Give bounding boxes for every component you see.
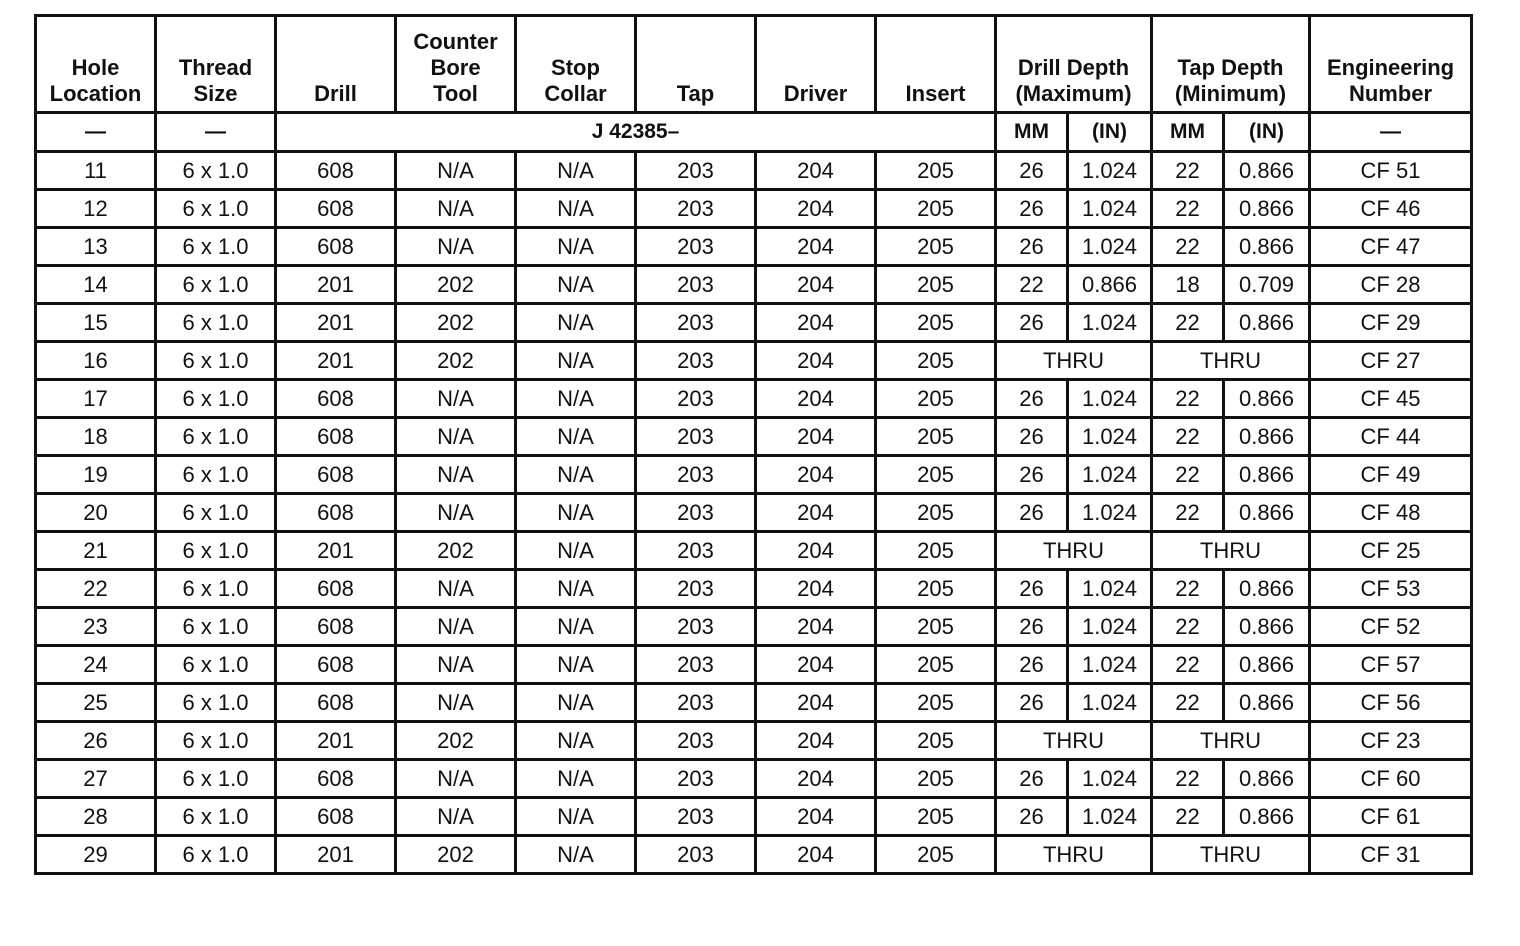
cell-hole-location: 23	[36, 608, 156, 646]
cell-tap: 203	[636, 228, 756, 266]
cell-counter-bore-tool: N/A	[396, 456, 516, 494]
cell-drill-depth-mm: 26	[996, 304, 1068, 342]
cell-drill-depth-thru: THRU	[996, 836, 1152, 874]
cell-drill-depth-mm: 26	[996, 798, 1068, 836]
cell-counter-bore-tool: 202	[396, 342, 516, 380]
cell-counter-bore-tool: N/A	[396, 380, 516, 418]
cell-drill-depth-mm: 26	[996, 380, 1068, 418]
cell-hole-location: 29	[36, 836, 156, 874]
cell-hole-location: 14	[36, 266, 156, 304]
cell-counter-bore-tool: N/A	[396, 570, 516, 608]
cell-drill-depth-mm: 26	[996, 684, 1068, 722]
table-row	[36, 760, 1472, 798]
cell-drill-depth-in: 1.024	[1068, 798, 1152, 836]
table-body	[36, 152, 1472, 874]
cell-tap: 203	[636, 304, 756, 342]
cell-drill: 608	[276, 228, 396, 266]
cell-drill: 608	[276, 456, 396, 494]
cell-thread-size: 6 x 1.0	[156, 380, 276, 418]
cell-hole-location: 19	[36, 456, 156, 494]
cell-tap-depth-mm: 22	[1152, 380, 1224, 418]
cell-engineering-number: CF 53	[1310, 570, 1472, 608]
cell-hole-location: 24	[36, 646, 156, 684]
cell-drill-depth-mm: 26	[996, 646, 1068, 684]
cell-counter-bore-tool: N/A	[396, 684, 516, 722]
cell-drill-depth-in: 1.024	[1068, 684, 1152, 722]
subheader-thread-dash: —	[156, 113, 276, 152]
cell-stop-collar: N/A	[516, 228, 636, 266]
cell-tap-depth-in: 0.866	[1224, 646, 1310, 684]
header-counter-bore-tool: Counter Bore Tool	[396, 16, 516, 113]
cell-engineering-number: CF 51	[1310, 152, 1472, 190]
cell-drill-depth-mm: 26	[996, 190, 1068, 228]
subheader-engineering-dash: —	[1310, 113, 1472, 152]
cell-drill-depth-in: 1.024	[1068, 152, 1152, 190]
subheader-row	[36, 113, 1472, 152]
cell-insert: 205	[876, 532, 996, 570]
cell-engineering-number: CF 47	[1310, 228, 1472, 266]
cell-thread-size: 6 x 1.0	[156, 456, 276, 494]
cell-insert: 205	[876, 418, 996, 456]
cell-tap-depth-mm: 22	[1152, 152, 1224, 190]
cell-tap: 203	[636, 532, 756, 570]
table-row	[36, 494, 1472, 532]
cell-tap: 203	[636, 760, 756, 798]
cell-tap-depth-in: 0.709	[1224, 266, 1310, 304]
cell-tap-depth-in: 0.866	[1224, 304, 1310, 342]
cell-drill: 608	[276, 684, 396, 722]
cell-insert: 205	[876, 380, 996, 418]
cell-hole-location: 15	[36, 304, 156, 342]
cell-tap-depth-thru: THRU	[1152, 342, 1310, 380]
cell-drill-depth-mm: 26	[996, 494, 1068, 532]
cell-tap-depth-thru: THRU	[1152, 722, 1310, 760]
cell-tap: 203	[636, 608, 756, 646]
header-row	[36, 16, 1472, 113]
cell-counter-bore-tool: 202	[396, 722, 516, 760]
tool-spec-table	[34, 14, 1473, 875]
cell-drill-depth-in: 1.024	[1068, 228, 1152, 266]
cell-tap: 203	[636, 342, 756, 380]
cell-thread-size: 6 x 1.0	[156, 152, 276, 190]
cell-drill: 201	[276, 266, 396, 304]
cell-thread-size: 6 x 1.0	[156, 836, 276, 874]
subheader-drill-in: (IN)	[1068, 113, 1152, 152]
cell-tap-depth-in: 0.866	[1224, 760, 1310, 798]
table-row	[36, 684, 1472, 722]
cell-drill-depth-in: 1.024	[1068, 646, 1152, 684]
cell-thread-size: 6 x 1.0	[156, 418, 276, 456]
cell-thread-size: 6 x 1.0	[156, 760, 276, 798]
cell-tap: 203	[636, 152, 756, 190]
cell-tap: 203	[636, 798, 756, 836]
cell-drill-depth-in: 1.024	[1068, 304, 1152, 342]
cell-tap-depth-mm: 22	[1152, 418, 1224, 456]
table-row	[36, 570, 1472, 608]
cell-tap: 203	[636, 722, 756, 760]
cell-drill: 201	[276, 532, 396, 570]
cell-drill-depth-in: 1.024	[1068, 494, 1152, 532]
cell-tap-depth-in: 0.866	[1224, 494, 1310, 532]
table-row	[36, 836, 1472, 874]
header-driver: Driver	[756, 16, 876, 113]
cell-driver: 204	[756, 836, 876, 874]
cell-engineering-number: CF 29	[1310, 304, 1472, 342]
cell-hole-location: 16	[36, 342, 156, 380]
cell-engineering-number: CF 61	[1310, 798, 1472, 836]
cell-drill: 608	[276, 418, 396, 456]
cell-drill-depth-in: 1.024	[1068, 570, 1152, 608]
cell-driver: 204	[756, 266, 876, 304]
cell-tap-depth-mm: 22	[1152, 760, 1224, 798]
subheader-hole-dash: —	[36, 113, 156, 152]
cell-drill-depth-mm: 22	[996, 266, 1068, 304]
cell-insert: 205	[876, 798, 996, 836]
cell-counter-bore-tool: N/A	[396, 494, 516, 532]
table-row	[36, 380, 1472, 418]
cell-driver: 204	[756, 570, 876, 608]
header-stop-collar: Stop Collar	[516, 16, 636, 113]
cell-thread-size: 6 x 1.0	[156, 722, 276, 760]
cell-insert: 205	[876, 304, 996, 342]
cell-insert: 205	[876, 494, 996, 532]
header-tap-depth: Tap Depth (Minimum)	[1152, 16, 1310, 113]
cell-drill: 608	[276, 494, 396, 532]
cell-drill-depth-mm: 26	[996, 418, 1068, 456]
table-row	[36, 456, 1472, 494]
cell-hole-location: 22	[36, 570, 156, 608]
cell-drill: 608	[276, 608, 396, 646]
cell-engineering-number: CF 44	[1310, 418, 1472, 456]
cell-thread-size: 6 x 1.0	[156, 228, 276, 266]
cell-thread-size: 6 x 1.0	[156, 608, 276, 646]
cell-thread-size: 6 x 1.0	[156, 570, 276, 608]
cell-drill-depth-in: 1.024	[1068, 190, 1152, 228]
cell-insert: 205	[876, 646, 996, 684]
table-row	[36, 608, 1472, 646]
cell-drill: 608	[276, 646, 396, 684]
cell-insert: 205	[876, 190, 996, 228]
cell-drill: 608	[276, 798, 396, 836]
cell-insert: 205	[876, 152, 996, 190]
cell-tap-depth-in: 0.866	[1224, 152, 1310, 190]
table-row	[36, 798, 1472, 836]
cell-insert: 205	[876, 722, 996, 760]
cell-thread-size: 6 x 1.0	[156, 494, 276, 532]
cell-tap-depth-in: 0.866	[1224, 456, 1310, 494]
cell-tap: 203	[636, 570, 756, 608]
cell-tap: 203	[636, 380, 756, 418]
cell-tap: 203	[636, 494, 756, 532]
cell-counter-bore-tool: N/A	[396, 418, 516, 456]
cell-tap: 203	[636, 418, 756, 456]
cell-thread-size: 6 x 1.0	[156, 646, 276, 684]
cell-tap-depth-mm: 22	[1152, 684, 1224, 722]
cell-stop-collar: N/A	[516, 760, 636, 798]
cell-thread-size: 6 x 1.0	[156, 190, 276, 228]
cell-engineering-number: CF 27	[1310, 342, 1472, 380]
cell-drill-depth-in: 1.024	[1068, 418, 1152, 456]
cell-driver: 204	[756, 722, 876, 760]
cell-drill: 608	[276, 152, 396, 190]
cell-hole-location: 26	[36, 722, 156, 760]
cell-driver: 204	[756, 190, 876, 228]
cell-hole-location: 21	[36, 532, 156, 570]
cell-counter-bore-tool: N/A	[396, 608, 516, 646]
cell-tap-depth-mm: 22	[1152, 228, 1224, 266]
cell-hole-location: 12	[36, 190, 156, 228]
cell-tap: 203	[636, 190, 756, 228]
cell-stop-collar: N/A	[516, 608, 636, 646]
cell-insert: 205	[876, 266, 996, 304]
cell-engineering-number: CF 49	[1310, 456, 1472, 494]
cell-thread-size: 6 x 1.0	[156, 532, 276, 570]
cell-stop-collar: N/A	[516, 798, 636, 836]
cell-hole-location: 11	[36, 152, 156, 190]
table-row	[36, 418, 1472, 456]
cell-driver: 204	[756, 342, 876, 380]
cell-counter-bore-tool: N/A	[396, 190, 516, 228]
cell-tap-depth-mm: 22	[1152, 190, 1224, 228]
cell-tap-depth-thru: THRU	[1152, 532, 1310, 570]
table-row	[36, 304, 1472, 342]
table-row	[36, 266, 1472, 304]
cell-stop-collar: N/A	[516, 456, 636, 494]
cell-tap-depth-mm: 22	[1152, 494, 1224, 532]
cell-hole-location: 25	[36, 684, 156, 722]
cell-counter-bore-tool: N/A	[396, 152, 516, 190]
cell-stop-collar: N/A	[516, 646, 636, 684]
cell-drill-depth-thru: THRU	[996, 722, 1152, 760]
cell-stop-collar: N/A	[516, 532, 636, 570]
cell-counter-bore-tool: 202	[396, 836, 516, 874]
cell-stop-collar: N/A	[516, 152, 636, 190]
cell-insert: 205	[876, 836, 996, 874]
cell-tap: 203	[636, 646, 756, 684]
cell-driver: 204	[756, 760, 876, 798]
cell-insert: 205	[876, 570, 996, 608]
cell-tap-depth-mm: 22	[1152, 608, 1224, 646]
cell-tap: 203	[636, 836, 756, 874]
cell-insert: 205	[876, 760, 996, 798]
cell-driver: 204	[756, 418, 876, 456]
cell-drill-depth-mm: 26	[996, 152, 1068, 190]
cell-hole-location: 27	[36, 760, 156, 798]
cell-drill: 201	[276, 342, 396, 380]
cell-drill-depth-in: 1.024	[1068, 380, 1152, 418]
cell-driver: 204	[756, 380, 876, 418]
table-row	[36, 532, 1472, 570]
cell-engineering-number: CF 28	[1310, 266, 1472, 304]
cell-hole-location: 18	[36, 418, 156, 456]
cell-tap-depth-in: 0.866	[1224, 798, 1310, 836]
cell-stop-collar: N/A	[516, 494, 636, 532]
cell-tap-depth-mm: 22	[1152, 570, 1224, 608]
cell-stop-collar: N/A	[516, 722, 636, 760]
cell-stop-collar: N/A	[516, 570, 636, 608]
cell-drill-depth-mm: 26	[996, 228, 1068, 266]
cell-drill-depth-mm: 26	[996, 760, 1068, 798]
table-row	[36, 228, 1472, 266]
cell-engineering-number: CF 48	[1310, 494, 1472, 532]
cell-insert: 205	[876, 342, 996, 380]
cell-drill: 608	[276, 380, 396, 418]
cell-tap: 203	[636, 684, 756, 722]
cell-stop-collar: N/A	[516, 342, 636, 380]
cell-engineering-number: CF 60	[1310, 760, 1472, 798]
cell-thread-size: 6 x 1.0	[156, 684, 276, 722]
cell-driver: 204	[756, 456, 876, 494]
cell-engineering-number: CF 25	[1310, 532, 1472, 570]
cell-stop-collar: N/A	[516, 380, 636, 418]
cell-counter-bore-tool: 202	[396, 266, 516, 304]
cell-counter-bore-tool: N/A	[396, 646, 516, 684]
cell-counter-bore-tool: 202	[396, 532, 516, 570]
cell-thread-size: 6 x 1.0	[156, 342, 276, 380]
cell-tap-depth-mm: 22	[1152, 798, 1224, 836]
cell-insert: 205	[876, 684, 996, 722]
cell-stop-collar: N/A	[516, 418, 636, 456]
cell-drill-depth-in: 1.024	[1068, 760, 1152, 798]
header-drill: Drill	[276, 16, 396, 113]
cell-driver: 204	[756, 304, 876, 342]
table-row	[36, 342, 1472, 380]
header-thread-size: Thread Size	[156, 16, 276, 113]
table-row	[36, 190, 1472, 228]
cell-tap-depth-in: 0.866	[1224, 418, 1310, 456]
cell-tap-depth-mm: 18	[1152, 266, 1224, 304]
cell-driver: 204	[756, 228, 876, 266]
header-engineering-number: Engineering Number	[1310, 16, 1472, 113]
cell-stop-collar: N/A	[516, 304, 636, 342]
cell-driver: 204	[756, 646, 876, 684]
cell-hole-location: 13	[36, 228, 156, 266]
cell-engineering-number: CF 31	[1310, 836, 1472, 874]
cell-driver: 204	[756, 684, 876, 722]
cell-drill: 608	[276, 190, 396, 228]
cell-tap-depth-in: 0.866	[1224, 570, 1310, 608]
table-row	[36, 646, 1472, 684]
cell-tap-depth-in: 0.866	[1224, 684, 1310, 722]
cell-tap: 203	[636, 456, 756, 494]
cell-insert: 205	[876, 228, 996, 266]
header-tap: Tap	[636, 16, 756, 113]
cell-drill-depth-thru: THRU	[996, 532, 1152, 570]
subheader-drill-mm: MM	[996, 113, 1068, 152]
cell-thread-size: 6 x 1.0	[156, 304, 276, 342]
cell-stop-collar: N/A	[516, 836, 636, 874]
cell-driver: 204	[756, 798, 876, 836]
cell-insert: 205	[876, 456, 996, 494]
cell-drill-depth-mm: 26	[996, 570, 1068, 608]
cell-counter-bore-tool: 202	[396, 304, 516, 342]
cell-tap-depth-in: 0.866	[1224, 190, 1310, 228]
cell-engineering-number: CF 57	[1310, 646, 1472, 684]
cell-hole-location: 17	[36, 380, 156, 418]
cell-hole-location: 20	[36, 494, 156, 532]
cell-drill: 201	[276, 722, 396, 760]
cell-driver: 204	[756, 494, 876, 532]
table-row	[36, 722, 1472, 760]
cell-drill-depth-in: 1.024	[1068, 456, 1152, 494]
cell-hole-location: 28	[36, 798, 156, 836]
subheader-tool-prefix: J 42385–	[276, 113, 996, 152]
cell-tap: 203	[636, 266, 756, 304]
cell-drill: 608	[276, 760, 396, 798]
cell-engineering-number: CF 52	[1310, 608, 1472, 646]
cell-counter-bore-tool: N/A	[396, 760, 516, 798]
cell-tap-depth-mm: 22	[1152, 646, 1224, 684]
cell-tap-depth-in: 0.866	[1224, 608, 1310, 646]
table-row	[36, 152, 1472, 190]
cell-counter-bore-tool: N/A	[396, 228, 516, 266]
cell-drill: 201	[276, 304, 396, 342]
subheader-tap-mm: MM	[1152, 113, 1224, 152]
cell-engineering-number: CF 46	[1310, 190, 1472, 228]
cell-insert: 205	[876, 608, 996, 646]
cell-engineering-number: CF 56	[1310, 684, 1472, 722]
cell-drill-depth-in: 0.866	[1068, 266, 1152, 304]
cell-thread-size: 6 x 1.0	[156, 798, 276, 836]
cell-tap-depth-mm: 22	[1152, 456, 1224, 494]
cell-engineering-number: CF 23	[1310, 722, 1472, 760]
cell-stop-collar: N/A	[516, 684, 636, 722]
cell-drill-depth-thru: THRU	[996, 342, 1152, 380]
cell-stop-collar: N/A	[516, 266, 636, 304]
cell-drill-depth-mm: 26	[996, 608, 1068, 646]
cell-drill: 201	[276, 836, 396, 874]
header-drill-depth: Drill Depth (Maximum)	[996, 16, 1152, 113]
cell-tap-depth-mm: 22	[1152, 304, 1224, 342]
cell-driver: 204	[756, 608, 876, 646]
header-hole-location: Hole Location	[36, 16, 156, 113]
cell-tap-depth-in: 0.866	[1224, 228, 1310, 266]
cell-counter-bore-tool: N/A	[396, 798, 516, 836]
cell-driver: 204	[756, 152, 876, 190]
cell-driver: 204	[756, 532, 876, 570]
cell-tap-depth-in: 0.866	[1224, 380, 1310, 418]
cell-thread-size: 6 x 1.0	[156, 266, 276, 304]
cell-engineering-number: CF 45	[1310, 380, 1472, 418]
subheader-tap-in: (IN)	[1224, 113, 1310, 152]
cell-tap-depth-thru: THRU	[1152, 836, 1310, 874]
cell-drill-depth-in: 1.024	[1068, 608, 1152, 646]
cell-drill-depth-mm: 26	[996, 456, 1068, 494]
header-insert: Insert	[876, 16, 996, 113]
cell-stop-collar: N/A	[516, 190, 636, 228]
cell-drill: 608	[276, 570, 396, 608]
